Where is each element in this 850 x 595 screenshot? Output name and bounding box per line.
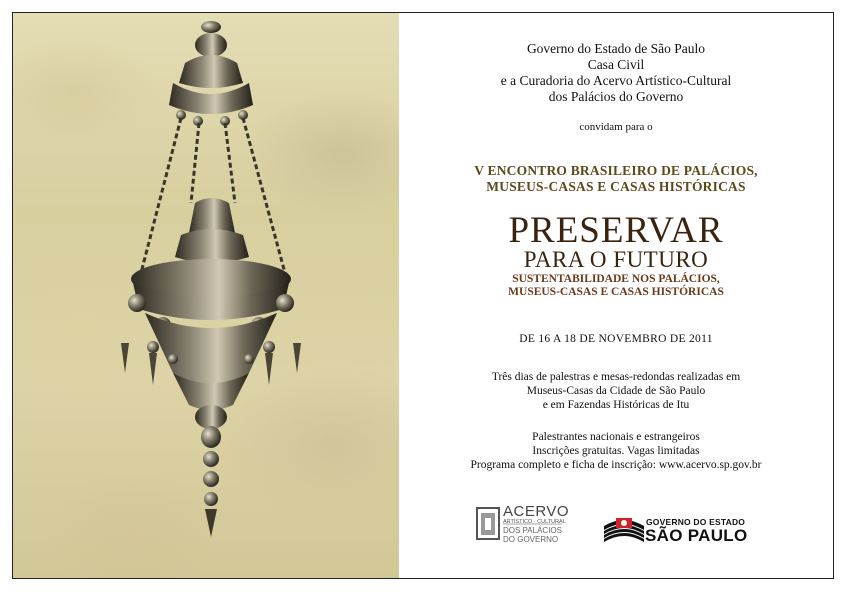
acervo-logo [476,503,570,544]
subtitle-line: MUSEUS-CASAS E CASAS HISTÓRICAS [508,286,724,298]
acervo-logo-title: ACERVO [503,503,570,520]
acervo-logo-line2: DOS PALÁCIOS [503,526,562,535]
host-line: dos Palácios do Governo [548,89,684,104]
description-line: Três dias de palestras e mesas-redondas realizadas em [491,371,741,383]
chandelier-photo [13,13,399,578]
host-line: Governo do Estado de São Paulo [526,41,706,56]
invite-text: convidam para o [579,121,653,133]
invitation-text-panel [399,13,833,578]
host-line: Casa Civil [587,57,645,72]
headline-para-o-futuro: PARA O FUTURO [523,247,709,272]
invitation-card [12,12,834,579]
headline-preservar: PRESERVAR [508,210,724,251]
description-line: Museus-Casas da Cidade de São Paulo [526,385,706,397]
government-logo-line1: GOVERNO DO ESTADO [646,517,746,527]
government-logo-line2: SÃO PAULO [645,526,748,545]
description-line: e em Fazendas Históricas de Itu [542,399,690,411]
acervo-logo-line3: DO GOVERNO [503,535,559,544]
event-date: DE 16 A 18 DE NOVEMBRO DE 2011 [519,333,713,345]
subtitle-line: SUSTENTABILIDADE NOS PALÁCIOS, [512,273,720,285]
host-line: e a Curadoria do Acervo Artístico-Cultural [500,73,732,88]
event-title-line: V ENCONTRO BRASILEIRO DE PALÁCIOS, [474,163,758,178]
info-line-website[interactable]: Programa completo e ficha de inscrição: www.acervo.sp.gov.br [470,459,762,471]
info-line: Palestrantes nacionais e estrangeiros [532,431,700,443]
info-line: Inscrições gratuitas. Vagas limitadas [532,445,700,457]
acervo-logo-line1: ARTÍSTICO · CULTURAL [503,519,566,525]
event-title-line: MUSEUS-CASAS E CASAS HISTÓRICAS [486,179,746,194]
sao-paulo-flag-icon [602,516,646,546]
chandelier-illustration [13,13,399,578]
government-logo [602,514,746,548]
